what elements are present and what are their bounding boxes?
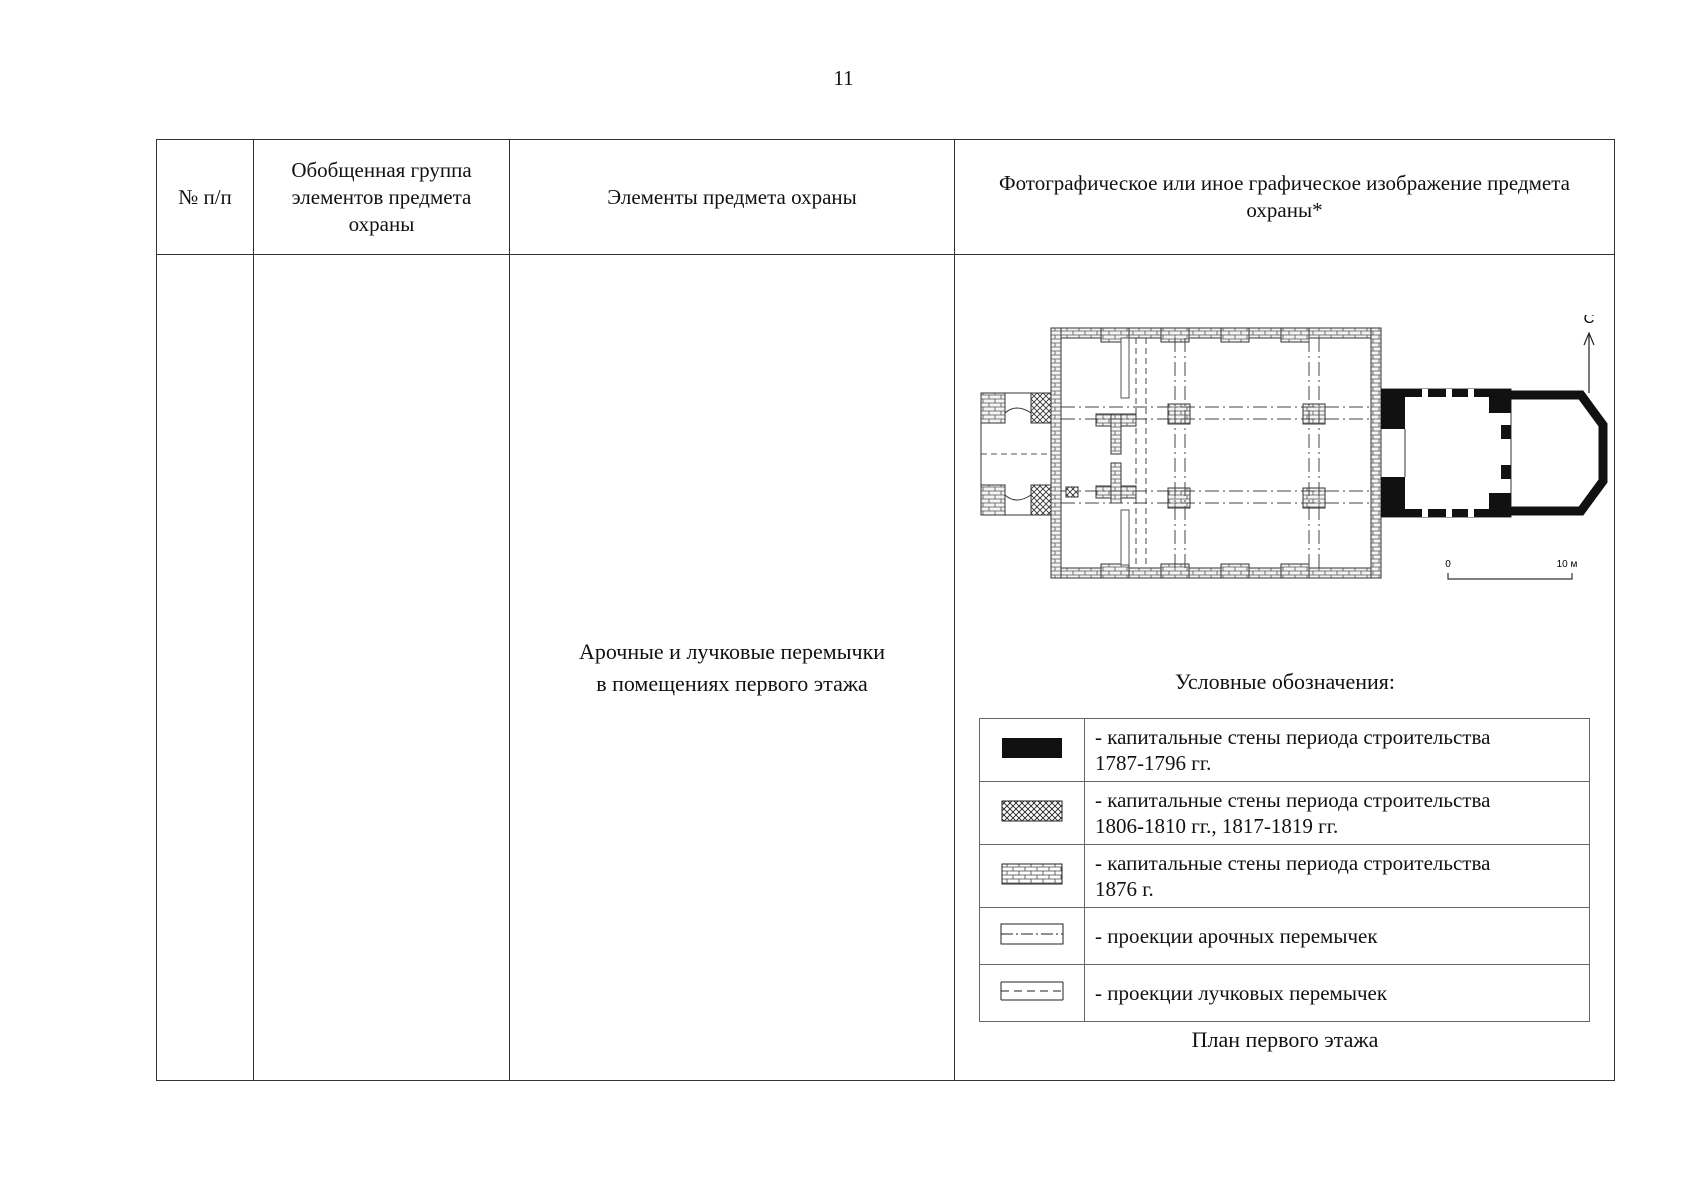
protection-table — [156, 139, 1615, 1081]
cell-image — [955, 255, 1615, 1081]
legend-text — [1085, 965, 1590, 1022]
legend-row — [980, 908, 1590, 965]
plan-caption: План первого этажа — [1191, 1027, 1379, 1052]
header-group: Обобщенная группа элементов предмета охраны — [254, 140, 510, 255]
legend-line: - капитальные стены периода строительства — [1095, 725, 1491, 749]
elements-text — [518, 636, 946, 700]
header-num: № п/п — [157, 140, 254, 255]
legend-text — [1085, 908, 1590, 965]
west-porch — [981, 393, 1078, 515]
north-label: С — [1583, 315, 1595, 327]
legend-text — [1085, 719, 1590, 782]
dash-dot-swatch-icon — [980, 908, 1085, 965]
legend-text — [1085, 782, 1590, 845]
main-hall-walls — [1051, 328, 1381, 578]
legend-line: 1876 г. — [1095, 877, 1154, 901]
scale-start-label: 0 — [1445, 559, 1451, 570]
header-elements: Элементы предмета охраны — [510, 140, 955, 255]
legend-text — [1085, 845, 1590, 908]
dashed-swatch-icon — [980, 965, 1085, 1022]
legend-table — [979, 718, 1590, 1022]
legend-row — [980, 719, 1590, 782]
floor-plan-drawing — [971, 315, 1611, 615]
cell-elements — [510, 255, 955, 1081]
legend-row — [980, 782, 1590, 845]
legend-caption: Условные обозначения: — [1174, 669, 1396, 694]
legend-row — [980, 965, 1590, 1022]
legend-line: 1787-1796 гг. — [1095, 751, 1212, 775]
elements-line-1: Арочные и лучковые перемычки — [578, 638, 886, 664]
header-image: Фотографическое или иное графическое изображение предмета охраны* — [955, 140, 1615, 255]
legend-row — [980, 845, 1590, 908]
scale-end-label: 10 м — [1556, 559, 1578, 570]
scale-bar — [1445, 559, 1577, 579]
north-arrow — [1584, 315, 1595, 393]
cell-group — [254, 255, 510, 1081]
cell-num — [157, 255, 254, 1081]
crosshatch-swatch-icon — [980, 782, 1085, 845]
elements-line-2: в помещениях первого этажа — [596, 670, 868, 696]
solid-black-swatch-icon — [980, 719, 1085, 782]
legend-line: - капитальные стены периода строительства — [1095, 788, 1491, 812]
table-header-row — [157, 140, 1615, 255]
legend-line: - капитальные стены периода строительства — [1095, 851, 1491, 875]
legend-line: - проекции арочных перемычек — [1095, 924, 1378, 948]
page-number: 11 — [833, 66, 854, 90]
brick-swatch-icon — [980, 845, 1085, 908]
legend-line: - проекции лучковых перемычек — [1095, 981, 1388, 1005]
table-row — [157, 255, 1615, 1081]
altar-apse — [1381, 389, 1603, 517]
arch-projections — [1061, 338, 1371, 568]
legend-line: 1806-1810 гг., 1817-1819 гг. — [1095, 814, 1339, 838]
